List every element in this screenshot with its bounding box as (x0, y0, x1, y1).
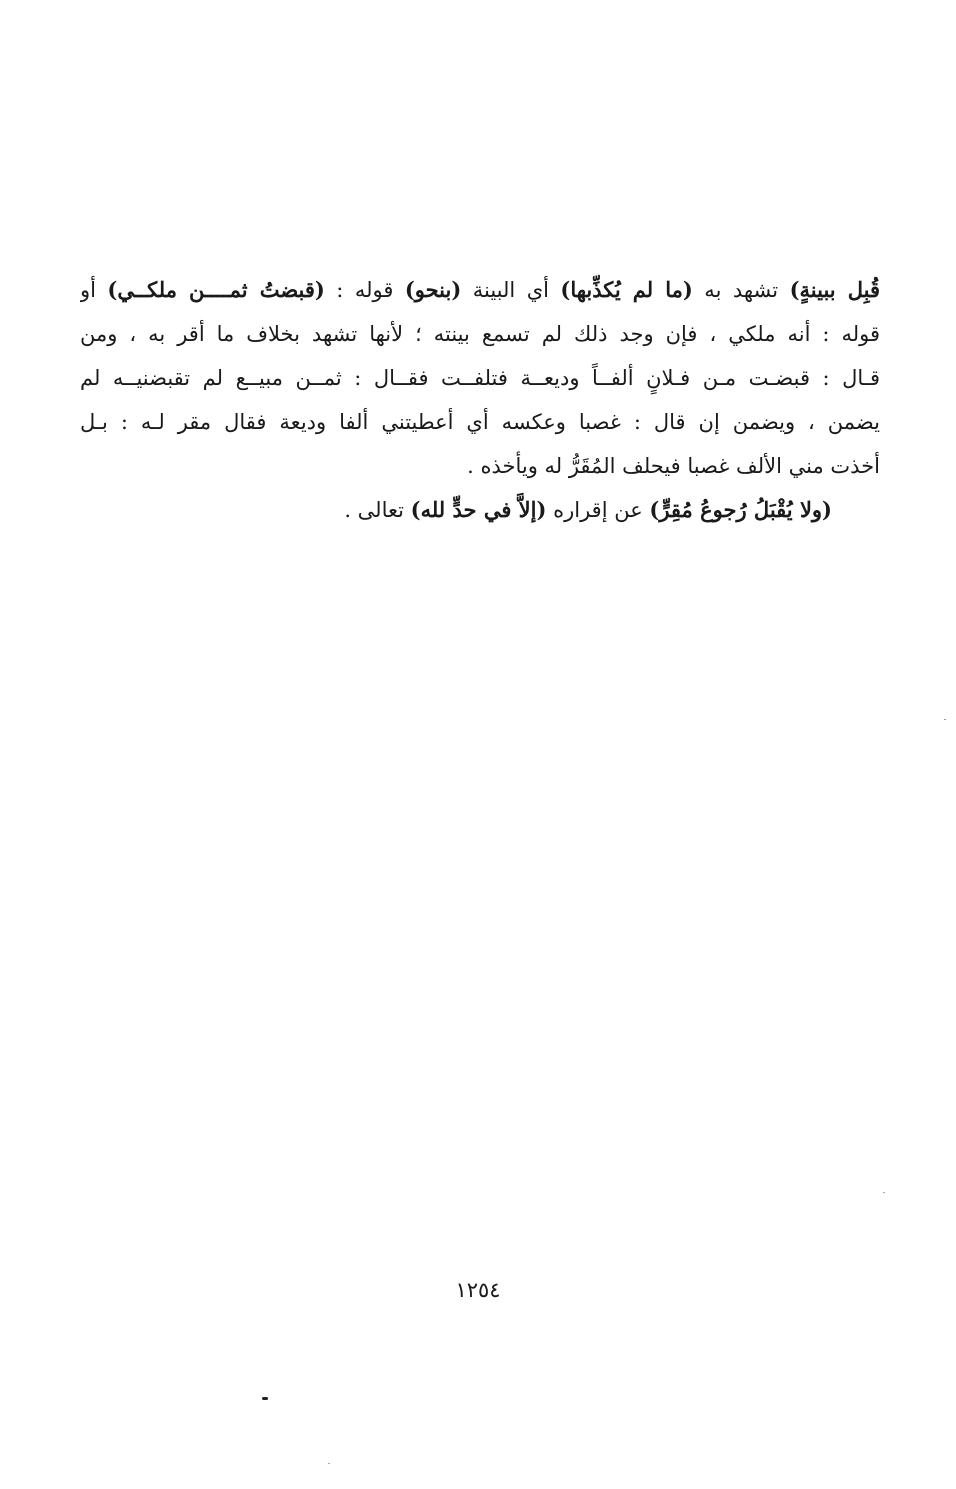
text-segment-bold: (ما لم يُكذِّبها) (560, 277, 693, 302)
text-segment-bold: (قبضتُ ثمــــن ملكــي) (107, 277, 325, 302)
text-line-2 (80, 312, 880, 356)
text-segment-bold: (ولا يُقْبَلُ رُجوعُ مُقِرٍّ) (649, 497, 832, 522)
text-line-4 (80, 400, 880, 444)
body-text (80, 268, 880, 532)
text-segment: تشهد به (692, 278, 790, 302)
text-segment-bold: (بنحو) (404, 277, 462, 302)
scan-speck (944, 719, 946, 720)
text-line-3 (80, 356, 880, 400)
scan-speck (328, 1463, 330, 1464)
scan-speck (262, 1397, 268, 1400)
text-segment: أخذت مني الألف غصبا فيحلف المُقَرُّ له ويأخذه . (467, 454, 880, 478)
text-segment: تعالى . (344, 498, 411, 522)
text-segment: يضمن ، ويضمن إن قال : غصبا وعكسه أي أعطيتني ألفا وديعة فقال مقر لـه : بـل (80, 410, 880, 434)
scan-speck (883, 1192, 885, 1193)
text-segment: أو (80, 278, 108, 302)
text-line-6 (80, 488, 880, 532)
text-segment: عن إقراره (546, 498, 650, 522)
text-segment: قـال : قبضـت مـن فـلانٍ ألفــاً وديعــة فتلفــت فقــال : ثمــن مبيــع لم تقبضنيــه لم (80, 366, 880, 390)
text-segment-bold: قُبِل ببينةٍ) (789, 277, 880, 302)
text-segment: قوله : (324, 278, 405, 302)
text-line-1 (80, 268, 880, 312)
text-segment: أي البينة (461, 278, 561, 302)
text-line-5 (80, 444, 880, 488)
text-segment-bold: (إلاَّ في حدٍّ لله) (410, 497, 547, 522)
page-number: ١٢٥٤ (455, 1278, 501, 1302)
text-segment: قوله : أنه ملكي ، فإن وجد ذلك لم تسمع بينته ؛ لأنها تشهد بخلاف ما أقر به ، ومن (80, 322, 880, 346)
